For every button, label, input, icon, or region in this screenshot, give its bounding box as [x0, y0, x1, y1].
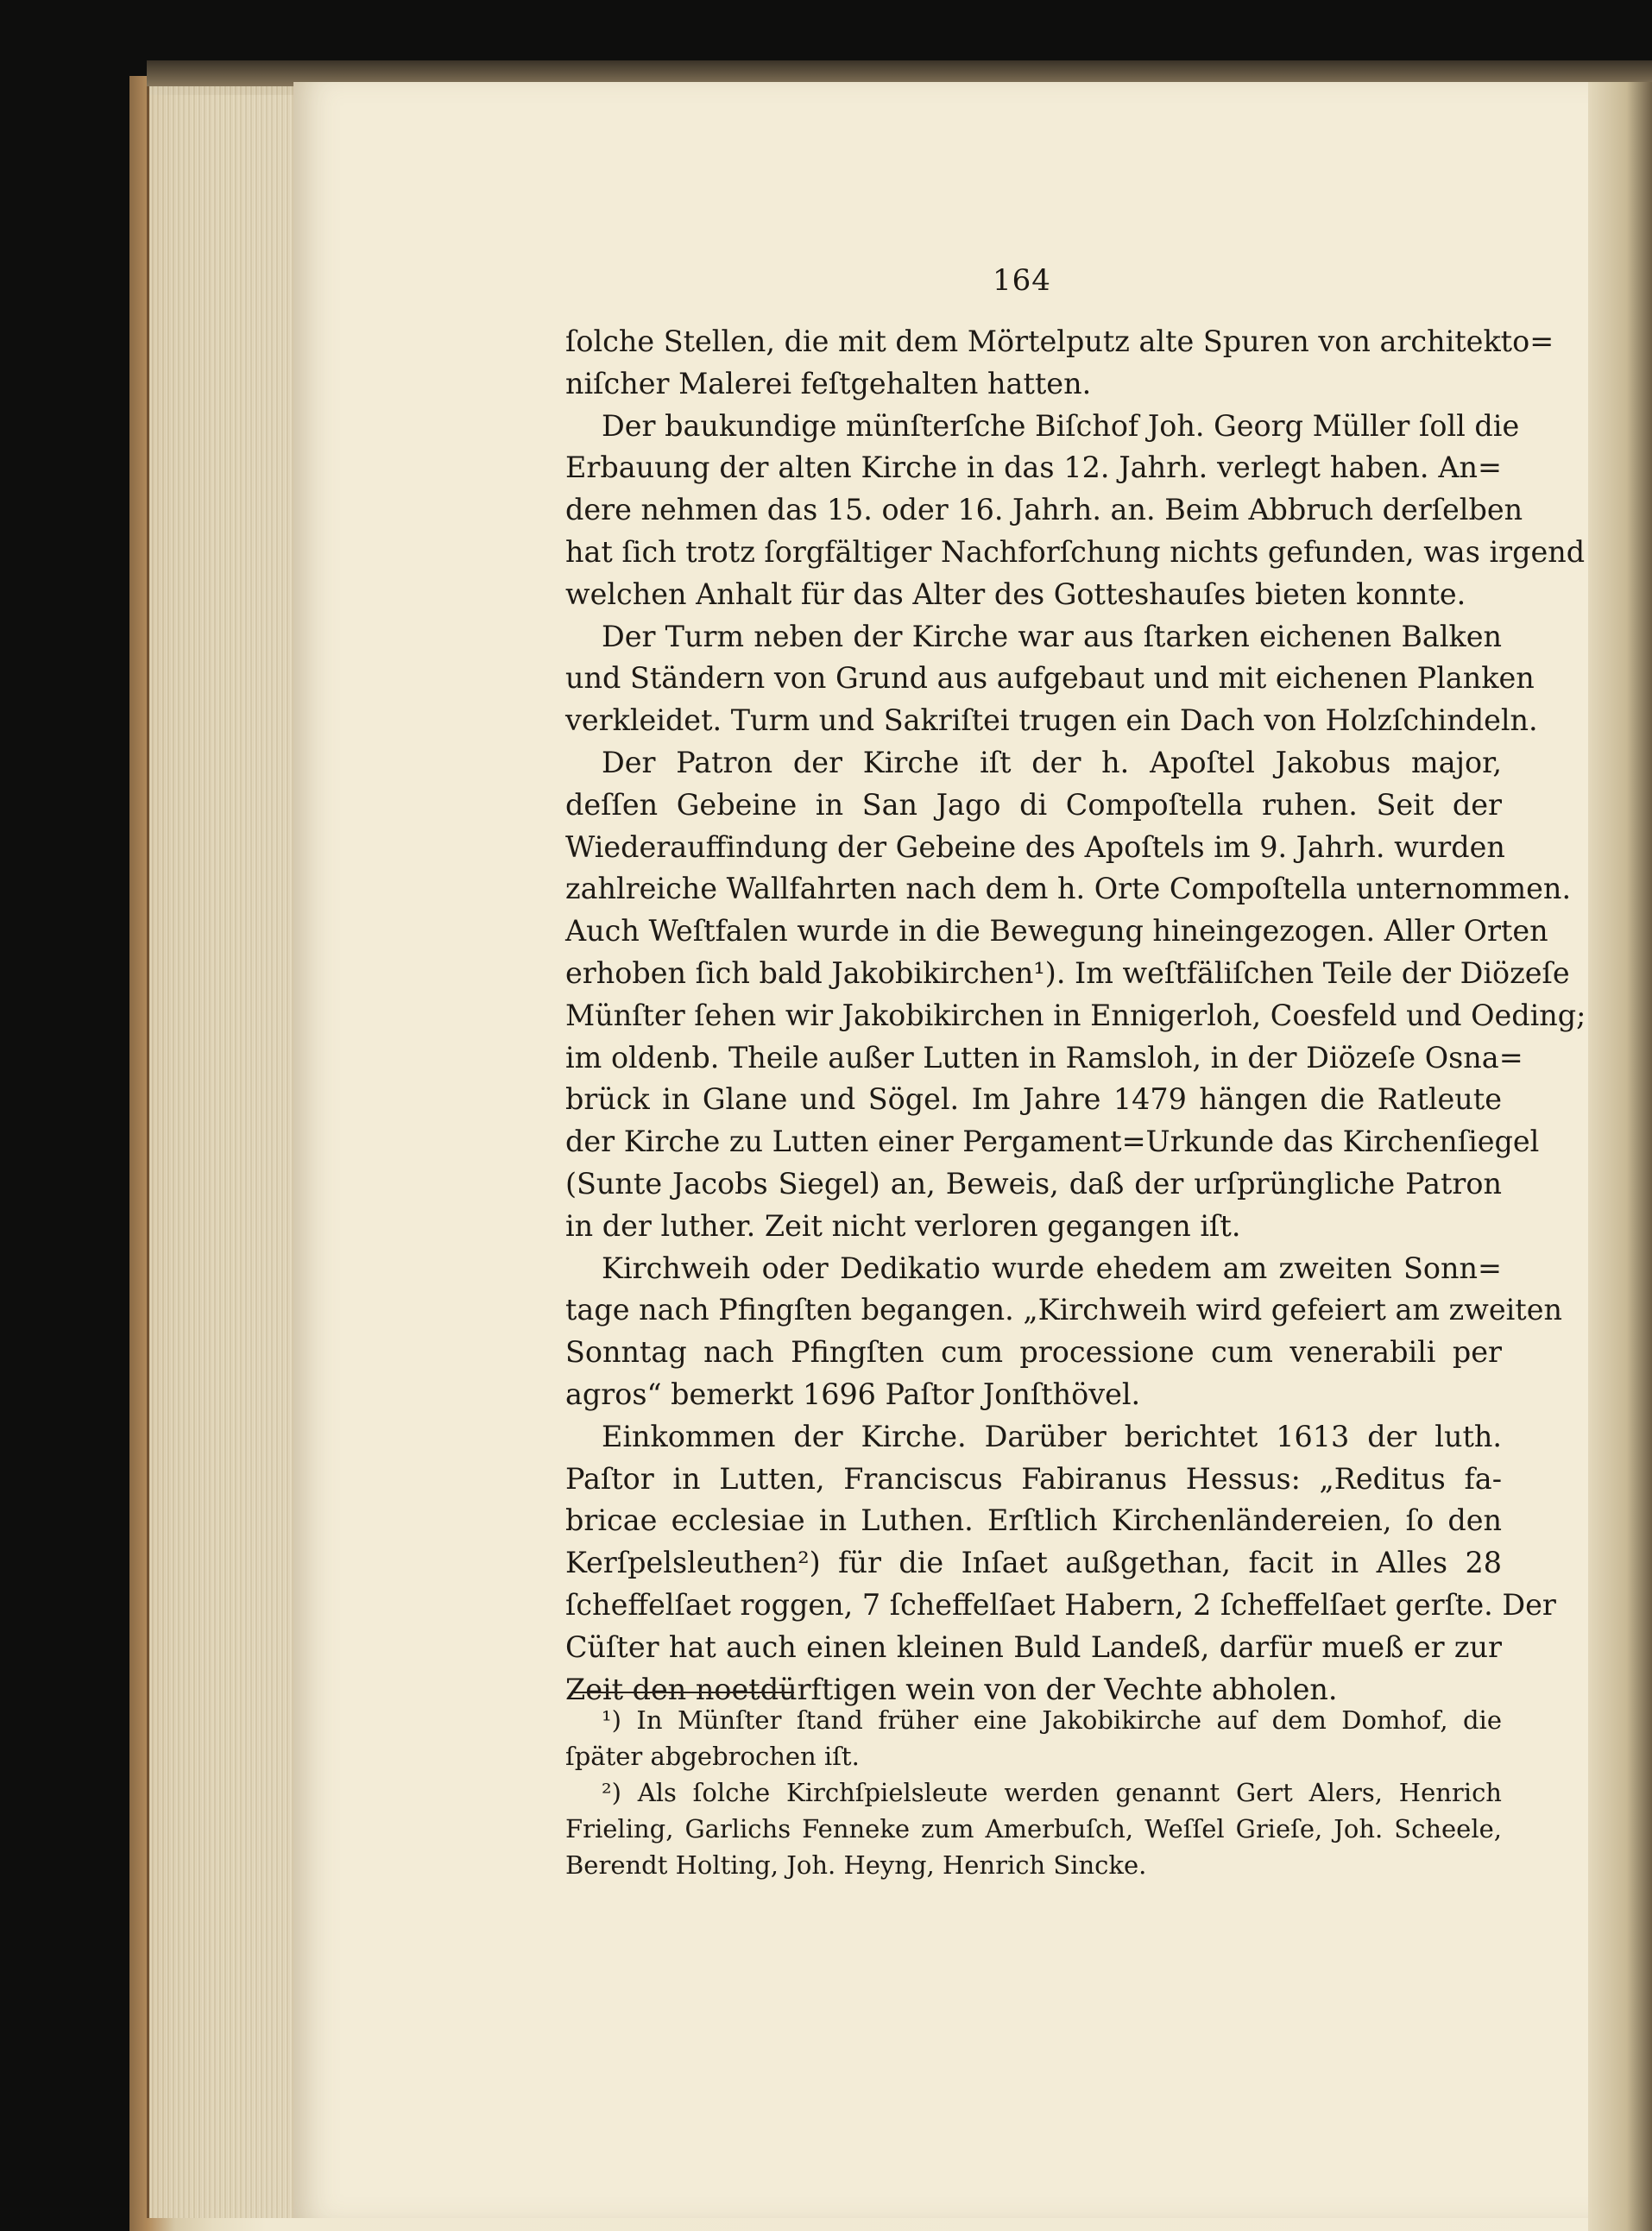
footnote-line: ²) Als ſolche Kirchſpielsleute werden genannt Gert Alers, Henrich: [602, 1778, 1502, 1807]
text-line: Zeit den noetdürftigen wein von der Vechte abholen.: [565, 1672, 1338, 1706]
text-line: Auch Weſtfalen wurde in die Bewegung hineingezogen. Aller Orten: [565, 914, 1548, 948]
body-text: [565, 321, 1586, 1711]
footnotes: [565, 1702, 1502, 1883]
footnote-line: ſpäter abgebrochen iſt.: [565, 1742, 860, 1771]
text-line: Münſter ſehen wir Jakobikirchen in Ennigerloh, Coesfeld und Oeding;: [565, 998, 1586, 1032]
text-line: im oldenb. Theile außer Lutten in Ramsloh, in der Diözeſe Osna=: [565, 1040, 1523, 1075]
text-line: erhoben ſich bald Jakobikirchen¹). Im weſtfäliſchen Teile der Diözeſe: [565, 955, 1570, 990]
footnote-rule: [574, 1692, 794, 1693]
text-line: niſcher Malerei feſtgehalten hatten.: [565, 366, 1092, 400]
text-line: tage nach Pfingſten begangen. „Kirchweih wird gefeiert am zweiten: [565, 1293, 1562, 1327]
text-line: ſolche Stellen, die mit dem Mörtelputz alte Spuren von architekto=: [565, 325, 1554, 358]
text-line: Sonntag nach Pfingſten cum processione cum venerabili per: [565, 1335, 1502, 1370]
text-line: Kirchweih oder Dedikatio wurde ehedem am zweiten Sonn=: [602, 1251, 1502, 1285]
text-line: dere nehmen das 15. oder 16. Jahrh. an. Beim Abbruch derſelben: [565, 493, 1523, 527]
footnote-line: Frieling, Garlichs Fenneke zum Amerbuſch, Weſſel Grieſe, Joh. Scheele,: [565, 1814, 1502, 1843]
text-line: Wiederauffindung der Gebeine des Apoſtels im 9. Jahrh. wurden: [565, 829, 1505, 864]
text-line: Kerſpelsleuthen²) für die Inſaet außgethan, facit in Alles 28: [565, 1546, 1502, 1580]
text-line: und Ständern von Grund aus aufgebaut und mit eichenen Planken: [565, 661, 1535, 696]
footnote-line: ¹) In Münſter ſtand früher eine Jakobikirche auf dem Domhof, die: [602, 1705, 1502, 1735]
text-line: verkleidet. Turm und Sakriſtei trugen ein Dach von Holzſchindeln.: [565, 703, 1538, 738]
text-line: welchen Anhalt für das Alter des Gotteshauſes bieten konnte.: [565, 577, 1466, 611]
text-line: hat ſich trotz ſorgfältiger Nachforſchung nichts gefunden, was irgend: [565, 534, 1586, 569]
page-number: 164: [993, 263, 1051, 298]
text-line: der Kirche zu Lutten einer Pergament=Urkunde das Kirchenſiegel: [565, 1125, 1540, 1159]
text-line: agros“ bemerkt 1696 Paſtor Jonſthövel.: [565, 1377, 1141, 1411]
text-line: Paſtor in Lutten, Franciscus Fabiranus Hessus: „Reditus fa-: [565, 1461, 1502, 1496]
text-line: Einkommen der Kirche. Darüber berichtet 1613 der luth.: [602, 1419, 1502, 1453]
text-line: ſcheffelſaet roggen, 7 ſcheffelſaet Habern, 2 ſcheffelſaet gerſte. Der: [565, 1587, 1556, 1622]
right-page-edge: [1588, 82, 1652, 2231]
text-line: zahlreiche Wallfahrten nach dem h. Orte Compoſtella unternommen.: [565, 872, 1572, 906]
text-line: (Sunte Jacobs Siegel) an, Beweis, daß der urſprüngliche Patron: [565, 1166, 1502, 1201]
footnote-line: Berendt Holting, Joh. Heyng, Henrich Sincke.: [565, 1850, 1147, 1880]
text-line: Der Patron der Kirche iſt der h. Apoſtel Jakobus major,: [602, 745, 1502, 779]
text-line: deſſen Gebeine in San Jago di Compoſtella ruhen. Seit der: [565, 787, 1502, 822]
text-line: brück in Glane und Sögel. Im Jahre 1479 hängen die Ratleute: [565, 1082, 1502, 1117]
text-line: Der Turm neben der Kirche war aus ſtarken eichenen Balken: [602, 619, 1502, 653]
page-stack: [147, 86, 300, 2218]
text-line: Cüſter hat auch einen kleinen Buld Landeß, darfür mueß er zur: [565, 1629, 1502, 1664]
text-line: in der luther. Zeit nicht verloren gegangen iſt.: [565, 1208, 1241, 1243]
text-line: Der baukundige münſterſche Biſchof Joh. Georg Müller ſoll die: [602, 408, 1520, 443]
text-line: Erbauung der alten Kirche in das 12. Jahrh. verlegt haben. An=: [565, 451, 1502, 485]
text-line: bricae ecclesiae in Luthen. Erſtlich Kirchenländereien, ſo den: [565, 1503, 1502, 1538]
